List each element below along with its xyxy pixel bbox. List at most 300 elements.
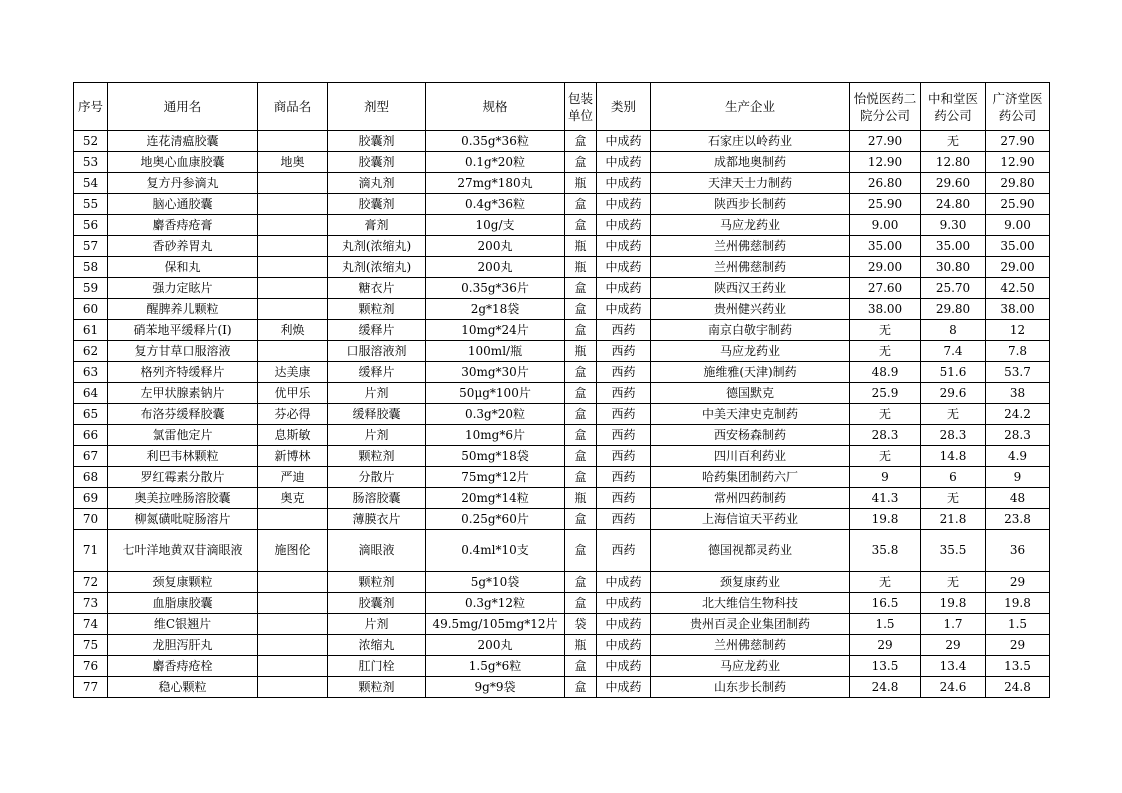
cell-package-unit: 盒 [565, 278, 597, 299]
cell-category: 中成药 [597, 278, 651, 299]
header-price-zhonghetang: 中和堂医药公司 [921, 83, 986, 131]
cell-price-guangjitang: 27.90 [986, 131, 1050, 152]
cell-generic-name: 复方甘草口服溶液 [108, 341, 258, 362]
cell-package-unit: 瓶 [565, 341, 597, 362]
cell-package-unit: 盒 [565, 656, 597, 677]
table-row [74, 236, 1050, 257]
cell-generic-name: 格列齐特缓释片 [108, 362, 258, 383]
table-row [74, 593, 1050, 614]
cell-specification: 100ml/瓶 [426, 341, 565, 362]
cell-dosage-form: 缓释胶囊 [328, 404, 426, 425]
cell-seq: 55 [74, 194, 108, 215]
cell-price-zhonghetang: 无 [921, 131, 986, 152]
cell-seq: 62 [74, 341, 108, 362]
cell-specification: 0.25g*60片 [426, 509, 565, 530]
cell-dosage-form: 滴丸剂 [328, 173, 426, 194]
cell-price-yiyue: 16.5 [850, 593, 921, 614]
cell-price-yiyue: 48.9 [850, 362, 921, 383]
cell-price-guangjitang: 36 [986, 530, 1050, 572]
cell-price-yiyue: 41.3 [850, 488, 921, 509]
price-table-sheet [73, 82, 1050, 698]
cell-seq: 76 [74, 656, 108, 677]
cell-price-yiyue: 27.90 [850, 131, 921, 152]
cell-package-unit: 盒 [565, 467, 597, 488]
cell-manufacturer: 兰州佛慈制药 [651, 635, 850, 656]
cell-package-unit: 瓶 [565, 488, 597, 509]
cell-package-unit: 袋 [565, 614, 597, 635]
cell-dosage-form: 肛门栓 [328, 656, 426, 677]
cell-price-zhonghetang: 7.4 [921, 341, 986, 362]
table-row [74, 215, 1050, 236]
cell-brand-name: 地奥 [258, 152, 328, 173]
cell-seq: 77 [74, 677, 108, 698]
table-row [74, 572, 1050, 593]
header-manufacturer: 生产企业 [651, 83, 850, 131]
cell-specification: 0.4ml*10支 [426, 530, 565, 572]
cell-specification: 27mg*180丸 [426, 173, 565, 194]
cell-package-unit: 瓶 [565, 257, 597, 278]
cell-brand-name: 芬必得 [258, 404, 328, 425]
cell-specification: 1.5g*6粒 [426, 656, 565, 677]
cell-price-yiyue: 1.5 [850, 614, 921, 635]
cell-manufacturer: 天津天士力制药 [651, 173, 850, 194]
cell-category: 西药 [597, 404, 651, 425]
cell-package-unit: 盒 [565, 194, 597, 215]
cell-dosage-form: 胶囊剂 [328, 152, 426, 173]
cell-generic-name: 复方丹参滴丸 [108, 173, 258, 194]
header-row [74, 83, 1050, 131]
cell-manufacturer: 中美天津史克制药 [651, 404, 850, 425]
cell-price-zhonghetang: 14.8 [921, 446, 986, 467]
cell-seq: 70 [74, 509, 108, 530]
cell-seq: 61 [74, 320, 108, 341]
cell-brand-name [258, 299, 328, 320]
cell-price-guangjitang: 24.8 [986, 677, 1050, 698]
cell-brand-name: 新博林 [258, 446, 328, 467]
cell-specification: 200丸 [426, 257, 565, 278]
cell-category: 中成药 [597, 194, 651, 215]
cell-category: 中成药 [597, 299, 651, 320]
cell-generic-name: 血脂康胶囊 [108, 593, 258, 614]
cell-price-guangjitang: 53.7 [986, 362, 1050, 383]
cell-generic-name: 强力定眩片 [108, 278, 258, 299]
cell-brand-name [258, 173, 328, 194]
cell-price-yiyue: 无 [850, 341, 921, 362]
cell-package-unit: 盒 [565, 446, 597, 467]
header-category: 类别 [597, 83, 651, 131]
cell-price-zhonghetang: 29.6 [921, 383, 986, 404]
cell-seq: 67 [74, 446, 108, 467]
cell-price-yiyue: 无 [850, 404, 921, 425]
cell-price-guangjitang: 38 [986, 383, 1050, 404]
cell-manufacturer: 兰州佛慈制药 [651, 257, 850, 278]
table-row [74, 467, 1050, 488]
cell-manufacturer: 西安杨森制药 [651, 425, 850, 446]
cell-dosage-form: 片剂 [328, 614, 426, 635]
table-row [74, 656, 1050, 677]
cell-brand-name [258, 215, 328, 236]
cell-price-guangjitang: 48 [986, 488, 1050, 509]
cell-specification: 5g*10袋 [426, 572, 565, 593]
cell-price-yiyue: 35.00 [850, 236, 921, 257]
cell-category: 中成药 [597, 236, 651, 257]
cell-dosage-form: 片剂 [328, 383, 426, 404]
cell-price-yiyue: 27.60 [850, 278, 921, 299]
cell-manufacturer: 南京白敬宇制药 [651, 320, 850, 341]
cell-category: 中成药 [597, 173, 651, 194]
cell-category: 中成药 [597, 635, 651, 656]
cell-generic-name: 麝香痔疮膏 [108, 215, 258, 236]
cell-brand-name: 达美康 [258, 362, 328, 383]
cell-price-guangjitang: 9 [986, 467, 1050, 488]
cell-price-zhonghetang: 21.8 [921, 509, 986, 530]
cell-price-zhonghetang: 29.80 [921, 299, 986, 320]
cell-seq: 71 [74, 530, 108, 572]
table-body [74, 131, 1050, 698]
table-row [74, 425, 1050, 446]
table-row [74, 530, 1050, 572]
table-row [74, 635, 1050, 656]
cell-specification: 200丸 [426, 236, 565, 257]
cell-manufacturer: 兰州佛慈制药 [651, 236, 850, 257]
cell-specification: 50μg*100片 [426, 383, 565, 404]
cell-specification: 20mg*14粒 [426, 488, 565, 509]
cell-brand-name [258, 341, 328, 362]
cell-price-guangjitang: 13.5 [986, 656, 1050, 677]
cell-dosage-form: 颗粒剂 [328, 677, 426, 698]
cell-package-unit: 盒 [565, 362, 597, 383]
cell-price-zhonghetang: 19.8 [921, 593, 986, 614]
table-row [74, 446, 1050, 467]
cell-generic-name: 维C银翘片 [108, 614, 258, 635]
cell-price-zhonghetang: 12.80 [921, 152, 986, 173]
cell-category: 中成药 [597, 656, 651, 677]
cell-brand-name: 优甲乐 [258, 383, 328, 404]
cell-brand-name [258, 635, 328, 656]
cell-manufacturer: 德国默克 [651, 383, 850, 404]
cell-price-zhonghetang: 29.60 [921, 173, 986, 194]
cell-category: 西药 [597, 341, 651, 362]
cell-manufacturer: 施维雅(天津)制药 [651, 362, 850, 383]
cell-seq: 64 [74, 383, 108, 404]
cell-seq: 58 [74, 257, 108, 278]
cell-manufacturer: 石家庄以岭药业 [651, 131, 850, 152]
header-brand-name: 商品名 [258, 83, 328, 131]
cell-category: 中成药 [597, 131, 651, 152]
cell-specification: 30mg*30片 [426, 362, 565, 383]
cell-manufacturer: 贵州健兴药业 [651, 299, 850, 320]
cell-price-guangjitang: 4.9 [986, 446, 1050, 467]
cell-generic-name: 利巴韦林颗粒 [108, 446, 258, 467]
cell-price-yiyue: 24.8 [850, 677, 921, 698]
cell-manufacturer: 陕西步长制药 [651, 194, 850, 215]
cell-brand-name [258, 257, 328, 278]
cell-price-guangjitang: 12.90 [986, 152, 1050, 173]
cell-package-unit: 盒 [565, 677, 597, 698]
cell-seq: 65 [74, 404, 108, 425]
table-row [74, 383, 1050, 404]
table-row [74, 173, 1050, 194]
cell-seq: 66 [74, 425, 108, 446]
cell-dosage-form: 片剂 [328, 425, 426, 446]
cell-manufacturer: 山东步长制药 [651, 677, 850, 698]
cell-price-zhonghetang: 无 [921, 572, 986, 593]
cell-manufacturer: 常州四药制药 [651, 488, 850, 509]
cell-dosage-form: 胶囊剂 [328, 593, 426, 614]
cell-specification: 50mg*18袋 [426, 446, 565, 467]
cell-category: 中成药 [597, 572, 651, 593]
cell-price-zhonghetang: 24.80 [921, 194, 986, 215]
cell-price-zhonghetang: 35.00 [921, 236, 986, 257]
header-package-unit: 包装单位 [565, 83, 597, 131]
cell-category: 西药 [597, 320, 651, 341]
cell-price-yiyue: 无 [850, 446, 921, 467]
cell-price-guangjitang: 19.8 [986, 593, 1050, 614]
cell-seq: 69 [74, 488, 108, 509]
cell-specification: 49.5mg/105mg*12片 [426, 614, 565, 635]
cell-specification: 200丸 [426, 635, 565, 656]
cell-generic-name: 地奥心血康胶囊 [108, 152, 258, 173]
cell-price-zhonghetang: 51.6 [921, 362, 986, 383]
cell-dosage-form: 口服溶液剂 [328, 341, 426, 362]
cell-price-guangjitang: 29.80 [986, 173, 1050, 194]
cell-manufacturer: 哈药集团制药六厂 [651, 467, 850, 488]
cell-generic-name: 罗红霉素分散片 [108, 467, 258, 488]
cell-dosage-form: 缓释片 [328, 362, 426, 383]
cell-price-yiyue: 19.8 [850, 509, 921, 530]
cell-generic-name: 硝苯地平缓释片(Ⅰ) [108, 320, 258, 341]
cell-category: 中成药 [597, 614, 651, 635]
cell-category: 中成药 [597, 257, 651, 278]
cell-generic-name: 氯雷他定片 [108, 425, 258, 446]
table-row [74, 131, 1050, 152]
cell-generic-name: 龙胆泻肝丸 [108, 635, 258, 656]
cell-specification: 10mg*6片 [426, 425, 565, 446]
cell-price-yiyue: 9 [850, 467, 921, 488]
cell-price-yiyue: 29 [850, 635, 921, 656]
cell-price-guangjitang: 29 [986, 635, 1050, 656]
cell-seq: 75 [74, 635, 108, 656]
cell-price-zhonghetang: 25.70 [921, 278, 986, 299]
cell-seq: 73 [74, 593, 108, 614]
cell-generic-name: 醒脾养儿颗粒 [108, 299, 258, 320]
cell-brand-name [258, 509, 328, 530]
cell-generic-name: 保和丸 [108, 257, 258, 278]
cell-price-guangjitang: 24.2 [986, 404, 1050, 425]
cell-price-guangjitang: 29.00 [986, 257, 1050, 278]
cell-dosage-form: 糖衣片 [328, 278, 426, 299]
cell-seq: 52 [74, 131, 108, 152]
table-row [74, 194, 1050, 215]
table-row [74, 299, 1050, 320]
cell-price-guangjitang: 7.8 [986, 341, 1050, 362]
cell-seq: 54 [74, 173, 108, 194]
cell-package-unit: 盒 [565, 320, 597, 341]
cell-package-unit: 盒 [565, 593, 597, 614]
cell-manufacturer: 上海信谊天平药业 [651, 509, 850, 530]
cell-price-zhonghetang: 8 [921, 320, 986, 341]
cell-brand-name: 奥克 [258, 488, 328, 509]
cell-price-guangjitang: 12 [986, 320, 1050, 341]
cell-specification: 9g*9袋 [426, 677, 565, 698]
cell-category: 中成药 [597, 677, 651, 698]
cell-price-guangjitang: 42.50 [986, 278, 1050, 299]
header-seq: 序号 [74, 83, 108, 131]
cell-price-yiyue: 35.8 [850, 530, 921, 572]
cell-seq: 59 [74, 278, 108, 299]
cell-price-guangjitang: 9.00 [986, 215, 1050, 236]
cell-price-yiyue: 26.80 [850, 173, 921, 194]
cell-price-zhonghetang: 35.5 [921, 530, 986, 572]
cell-seq: 53 [74, 152, 108, 173]
cell-generic-name: 颈复康颗粒 [108, 572, 258, 593]
cell-price-guangjitang: 35.00 [986, 236, 1050, 257]
cell-generic-name: 稳心颗粒 [108, 677, 258, 698]
cell-price-yiyue: 13.5 [850, 656, 921, 677]
cell-package-unit: 盒 [565, 572, 597, 593]
cell-seq: 57 [74, 236, 108, 257]
cell-price-zhonghetang: 无 [921, 404, 986, 425]
cell-generic-name: 麝香痔疮栓 [108, 656, 258, 677]
cell-brand-name [258, 656, 328, 677]
table-row [74, 362, 1050, 383]
cell-package-unit: 盒 [565, 404, 597, 425]
cell-package-unit: 盒 [565, 299, 597, 320]
cell-dosage-form: 颗粒剂 [328, 446, 426, 467]
cell-category: 中成药 [597, 215, 651, 236]
cell-manufacturer: 贵州百灵企业集团制药 [651, 614, 850, 635]
cell-generic-name: 七叶洋地黄双苷滴眼液 [108, 530, 258, 572]
cell-package-unit: 盒 [565, 152, 597, 173]
table-row [74, 257, 1050, 278]
cell-price-yiyue: 无 [850, 320, 921, 341]
cell-package-unit: 盒 [565, 425, 597, 446]
cell-price-guangjitang: 28.3 [986, 425, 1050, 446]
cell-manufacturer: 北大维信生物科技 [651, 593, 850, 614]
header-dosage-form: 剂型 [328, 83, 426, 131]
cell-price-zhonghetang: 13.4 [921, 656, 986, 677]
cell-brand-name [258, 572, 328, 593]
cell-package-unit: 盒 [565, 530, 597, 572]
cell-seq: 60 [74, 299, 108, 320]
cell-specification: 10mg*24片 [426, 320, 565, 341]
cell-price-zhonghetang: 28.3 [921, 425, 986, 446]
cell-category: 西药 [597, 362, 651, 383]
cell-dosage-form: 浓缩丸 [328, 635, 426, 656]
cell-specification: 10g/支 [426, 215, 565, 236]
cell-generic-name: 奥美拉唑肠溶胶囊 [108, 488, 258, 509]
cell-price-guangjitang: 23.8 [986, 509, 1050, 530]
cell-price-zhonghetang: 无 [921, 488, 986, 509]
cell-price-zhonghetang: 6 [921, 467, 986, 488]
cell-brand-name [258, 677, 328, 698]
cell-price-yiyue: 无 [850, 572, 921, 593]
cell-dosage-form: 胶囊剂 [328, 131, 426, 152]
cell-specification: 0.4g*36粒 [426, 194, 565, 215]
cell-brand-name [258, 131, 328, 152]
cell-generic-name: 香砂养胃丸 [108, 236, 258, 257]
header-generic-name: 通用名 [108, 83, 258, 131]
cell-brand-name [258, 236, 328, 257]
cell-category: 西药 [597, 509, 651, 530]
cell-category: 西药 [597, 488, 651, 509]
cell-manufacturer: 陕西汉王药业 [651, 278, 850, 299]
cell-package-unit: 盒 [565, 383, 597, 404]
table-row [74, 320, 1050, 341]
cell-price-yiyue: 9.00 [850, 215, 921, 236]
cell-dosage-form: 胶囊剂 [328, 194, 426, 215]
cell-price-yiyue: 28.3 [850, 425, 921, 446]
cell-price-zhonghetang: 9.30 [921, 215, 986, 236]
cell-specification: 2g*18袋 [426, 299, 565, 320]
cell-specification: 0.3g*20粒 [426, 404, 565, 425]
cell-dosage-form: 缓释片 [328, 320, 426, 341]
cell-generic-name: 柳氮磺吡啶肠溶片 [108, 509, 258, 530]
cell-brand-name: 施图伦 [258, 530, 328, 572]
cell-seq: 63 [74, 362, 108, 383]
drug-price-table [73, 82, 1050, 698]
cell-category: 西药 [597, 530, 651, 572]
cell-dosage-form: 膏剂 [328, 215, 426, 236]
table-row [74, 404, 1050, 425]
table-row [74, 152, 1050, 173]
cell-generic-name: 左甲状腺素钠片 [108, 383, 258, 404]
cell-seq: 72 [74, 572, 108, 593]
cell-generic-name: 连花清瘟胶囊 [108, 131, 258, 152]
cell-manufacturer: 成都地奥制药 [651, 152, 850, 173]
cell-specification: 0.35g*36粒 [426, 131, 565, 152]
table-row [74, 488, 1050, 509]
cell-manufacturer: 马应龙药业 [651, 215, 850, 236]
cell-specification: 0.35g*36片 [426, 278, 565, 299]
header-price-yiyue: 怡悦医药二院分公司 [850, 83, 921, 131]
cell-dosage-form: 分散片 [328, 467, 426, 488]
cell-package-unit: 瓶 [565, 635, 597, 656]
cell-dosage-form: 滴眼液 [328, 530, 426, 572]
cell-category: 西药 [597, 425, 651, 446]
header-specification: 规格 [426, 83, 565, 131]
cell-price-guangjitang: 25.90 [986, 194, 1050, 215]
table-row [74, 278, 1050, 299]
cell-specification: 0.1g*20粒 [426, 152, 565, 173]
cell-category: 西药 [597, 446, 651, 467]
cell-category: 西药 [597, 383, 651, 404]
cell-price-yiyue: 25.90 [850, 194, 921, 215]
cell-package-unit: 瓶 [565, 236, 597, 257]
cell-brand-name: 利焕 [258, 320, 328, 341]
cell-brand-name [258, 278, 328, 299]
cell-dosage-form: 肠溶胶囊 [328, 488, 426, 509]
cell-price-zhonghetang: 29 [921, 635, 986, 656]
cell-price-yiyue: 38.00 [850, 299, 921, 320]
cell-brand-name: 息斯敏 [258, 425, 328, 446]
cell-price-yiyue: 25.9 [850, 383, 921, 404]
cell-price-zhonghetang: 1.7 [921, 614, 986, 635]
cell-dosage-form: 丸剂(浓缩丸) [328, 236, 426, 257]
cell-manufacturer: 德国视都灵药业 [651, 530, 850, 572]
cell-package-unit: 瓶 [565, 173, 597, 194]
cell-specification: 75mg*12片 [426, 467, 565, 488]
cell-dosage-form: 颗粒剂 [328, 572, 426, 593]
cell-manufacturer: 马应龙药业 [651, 341, 850, 362]
cell-manufacturer: 马应龙药业 [651, 656, 850, 677]
cell-package-unit: 盒 [565, 131, 597, 152]
table-row [74, 614, 1050, 635]
cell-price-zhonghetang: 24.6 [921, 677, 986, 698]
cell-brand-name: 严迪 [258, 467, 328, 488]
table-row [74, 341, 1050, 362]
cell-seq: 68 [74, 467, 108, 488]
